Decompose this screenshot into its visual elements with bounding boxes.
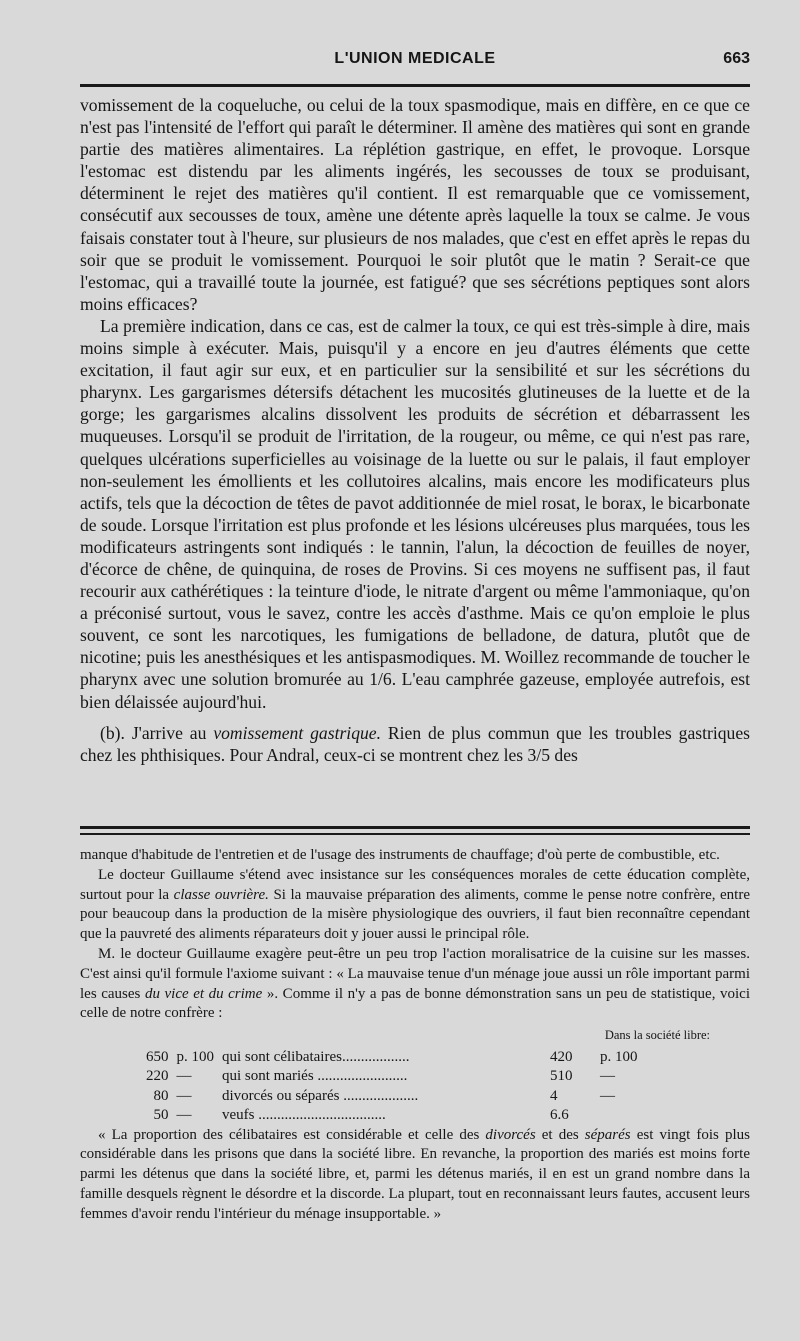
category-label: veufs .................................. — [222, 1107, 386, 1124]
text-run: J'arrive au — [124, 722, 214, 743]
text-run: M. le docteur Guillaume exagère peut-être un peu trop l'action moralisatrice de la cuisine sur les masses. C'est ainsi qu'il formule l'axiome suivant : « La mauvaise tenue d'un ménage joue aussi un rôle important parmi les causes — [80, 945, 750, 1002]
stats-table — [142, 1048, 642, 1126]
paragraph: La première indication, dans ce cas, est de calmer la toux, ce qui est très-simple à dire, mais moins simple à exécuter. Mais, puisqu'il y a encore en jeu d'autres éléments que cette excitation, il faut agir sur eux, et en particulier sur la sensibilité et sur les sécrétions du pharynx. Les gargarismes détersifs détachent les mucosités glutineuses de la luette et de la gorge; les gargarismes alcalins dissolvent les produits de sécrétion et débarrassent les muqueuses. Lorsqu'il se produit de l'irritation, de la rougeur, ou même, ce qui n'est pas rare, quelques ulcérations superficielles au voisinage de la luette ou sur le palais, il faut employer non-seulement les émollients et les collutoires alcalins, mais encore les modificateurs plus actifs, tels que la décoction de têtes de pavot additionnée de miel rosat, le borax, le bicarbonate de soude. Lorsque l'irritation est plus profonde et les lésions ulcéreuses plus marquées, tous les modificateurs astringents sont indiqués : le tannin, l'alun, la décoction de feuilles de noyer, d'écorce de chêne, de quinquina, de roses de Provins. Si ces moyens ne suffisent pas, il faut recourir aux cathérétiques : la teinture d'iode, le nitrate d'argent ou même l'ammoniaque, qu'on a préconisé surtout, vous le savez, contre les accès d'asthme. Mais ce qu'on emploie le plus souvent, ce sont les narcotiques, les fumigations de belladone, de datura, plutôt que de nicotine; puis les anesthésiques et les antispasmodiques. M. Woillez recommande de toucher le pharynx avec une solution bromurée au 1/6. L'eau camphrée gazeuse, employée autrefois, est bien délaissée aujourd'hui. — [80, 315, 750, 712]
table-row — [142, 1067, 642, 1086]
text-run: Le docteur Guillaume s'étend avec insistance sur les conséquences morales de cette éducation complète, surtout pour la — [80, 866, 750, 903]
prison-value: 650 — [146, 1048, 169, 1065]
text-run: est vingt fois plus considérable dans les prisons que dans la société libre. En revanche, la proportion des mariés est moins forte parmi les détenus que dans la société libre, et, parmi les détenus mariés, il en est un grand nombre dans la famille desquels règnent le désordre et la discorde. La plupart, tout en reconnaissant leurs fautes, accusent leurs femmes d'avoir rendu l'intérieur du ménage insupportable. » — [80, 1126, 750, 1222]
unit: — — [600, 1087, 615, 1104]
emphasis: classe ouvrière. — [173, 886, 269, 903]
note-paragraph — [80, 866, 750, 945]
unit: — — [176, 1107, 192, 1124]
free-society-value: 510 — [550, 1068, 573, 1085]
category-label: qui sont célibataires.................. — [222, 1048, 410, 1065]
main-text — [80, 94, 750, 766]
prison-value: 220 — [146, 1068, 169, 1085]
note-paragraph: manque d'habitude de l'entretien et de l'usage des instruments de chauffage; d'où perte de combustible, etc. — [80, 847, 720, 863]
unit — [596, 1106, 642, 1125]
text-run: et des — [535, 1126, 585, 1143]
unit: p. 100 — [176, 1048, 214, 1065]
text-run: Si la mauvaise préparation des aliments, comme le pense notre confrère, entre pour beaucoup dans la production de la misère physiologique des ouvriers, il faut bien reconnaître cependant que la pauvreté des aliments réparateurs doit y jouer aussi le principal rôle. — [80, 886, 751, 943]
unit: p. 100 — [600, 1048, 638, 1065]
running-header — [80, 50, 750, 80]
note-paragraph — [80, 945, 750, 1024]
unit: — — [176, 1087, 192, 1104]
emphasis: séparés — [584, 1126, 631, 1143]
free-society-value: 6.6 — [550, 1107, 569, 1124]
text-run: ». Comme il n'y a pas de bonne démonstration sans un peu de statistique, voici celle de notre confrère : — [80, 985, 751, 1022]
table-row — [142, 1087, 642, 1106]
unit: — — [600, 1068, 615, 1085]
journal-title: L'UNION MEDICALE — [334, 50, 496, 67]
text-run: Rien de plus commun que les troubles gastriques chez les phthisiques. Pour Andral, ceux-ci se montrent chez les 3/5 des — [80, 722, 751, 765]
emphasis: du vice et du crime — [144, 985, 263, 1002]
free-society-value: 420 — [550, 1048, 573, 1065]
stats-heading: Dans la société libre: — [604, 1028, 710, 1043]
footnote-rule — [80, 826, 750, 829]
footnote-rule-thin — [80, 833, 750, 835]
prison-value: 80 — [153, 1087, 169, 1104]
note-paragraph — [80, 1126, 750, 1225]
unit: — — [176, 1068, 192, 1085]
emphasis: divorcés — [485, 1126, 536, 1143]
page-number: 663 — [723, 50, 750, 67]
category-label: qui sont mariés ........................ — [222, 1068, 408, 1085]
section-label: (b). — [100, 722, 125, 743]
footnote-text — [80, 846, 750, 1225]
category-label: divorcés ou séparés .................... — [222, 1087, 419, 1104]
prison-value: 50 — [153, 1107, 169, 1124]
table-row — [142, 1106, 642, 1125]
paragraph: vomissement de la coqueluche, ou celui de la toux spasmodique, mais en diffère, en ce que ce n'est pas l'intensité de l'effort qui paraît le déterminer. Il amène des matières qui sont en grande partie des matières alimentaires. La réplétion gastrique, en effet, le provoque. Lorsque l'estomac est distendu par les aliments ingérés, les secousses de toux se produisant, déterminent le rejet des matières qu'il contient. Il est remarquable que ce vomissement, consécutif aux secousses de toux, amène une détente après laquelle la toux se calme. Je vous faisais constater tout à l'heure, sur plusieurs de nos malades, que c'est en effet après le repas du soir que se produit le vomissement. Pourquoi le soir plutôt que le matin ? Serait-ce que l'estomac, qui a travaillé toute la journée, est fatigué? que ses sécrétions peptiques sont alors moins efficaces? — [80, 95, 750, 314]
paragraph — [80, 722, 750, 766]
header-rule — [80, 84, 750, 87]
text-run: « La proportion des célibataires est considérable et celle des — [98, 1126, 486, 1143]
free-society-value: 4 — [550, 1087, 558, 1104]
emphasis: vomissement gastrique. — [213, 722, 381, 743]
table-row — [142, 1048, 642, 1067]
